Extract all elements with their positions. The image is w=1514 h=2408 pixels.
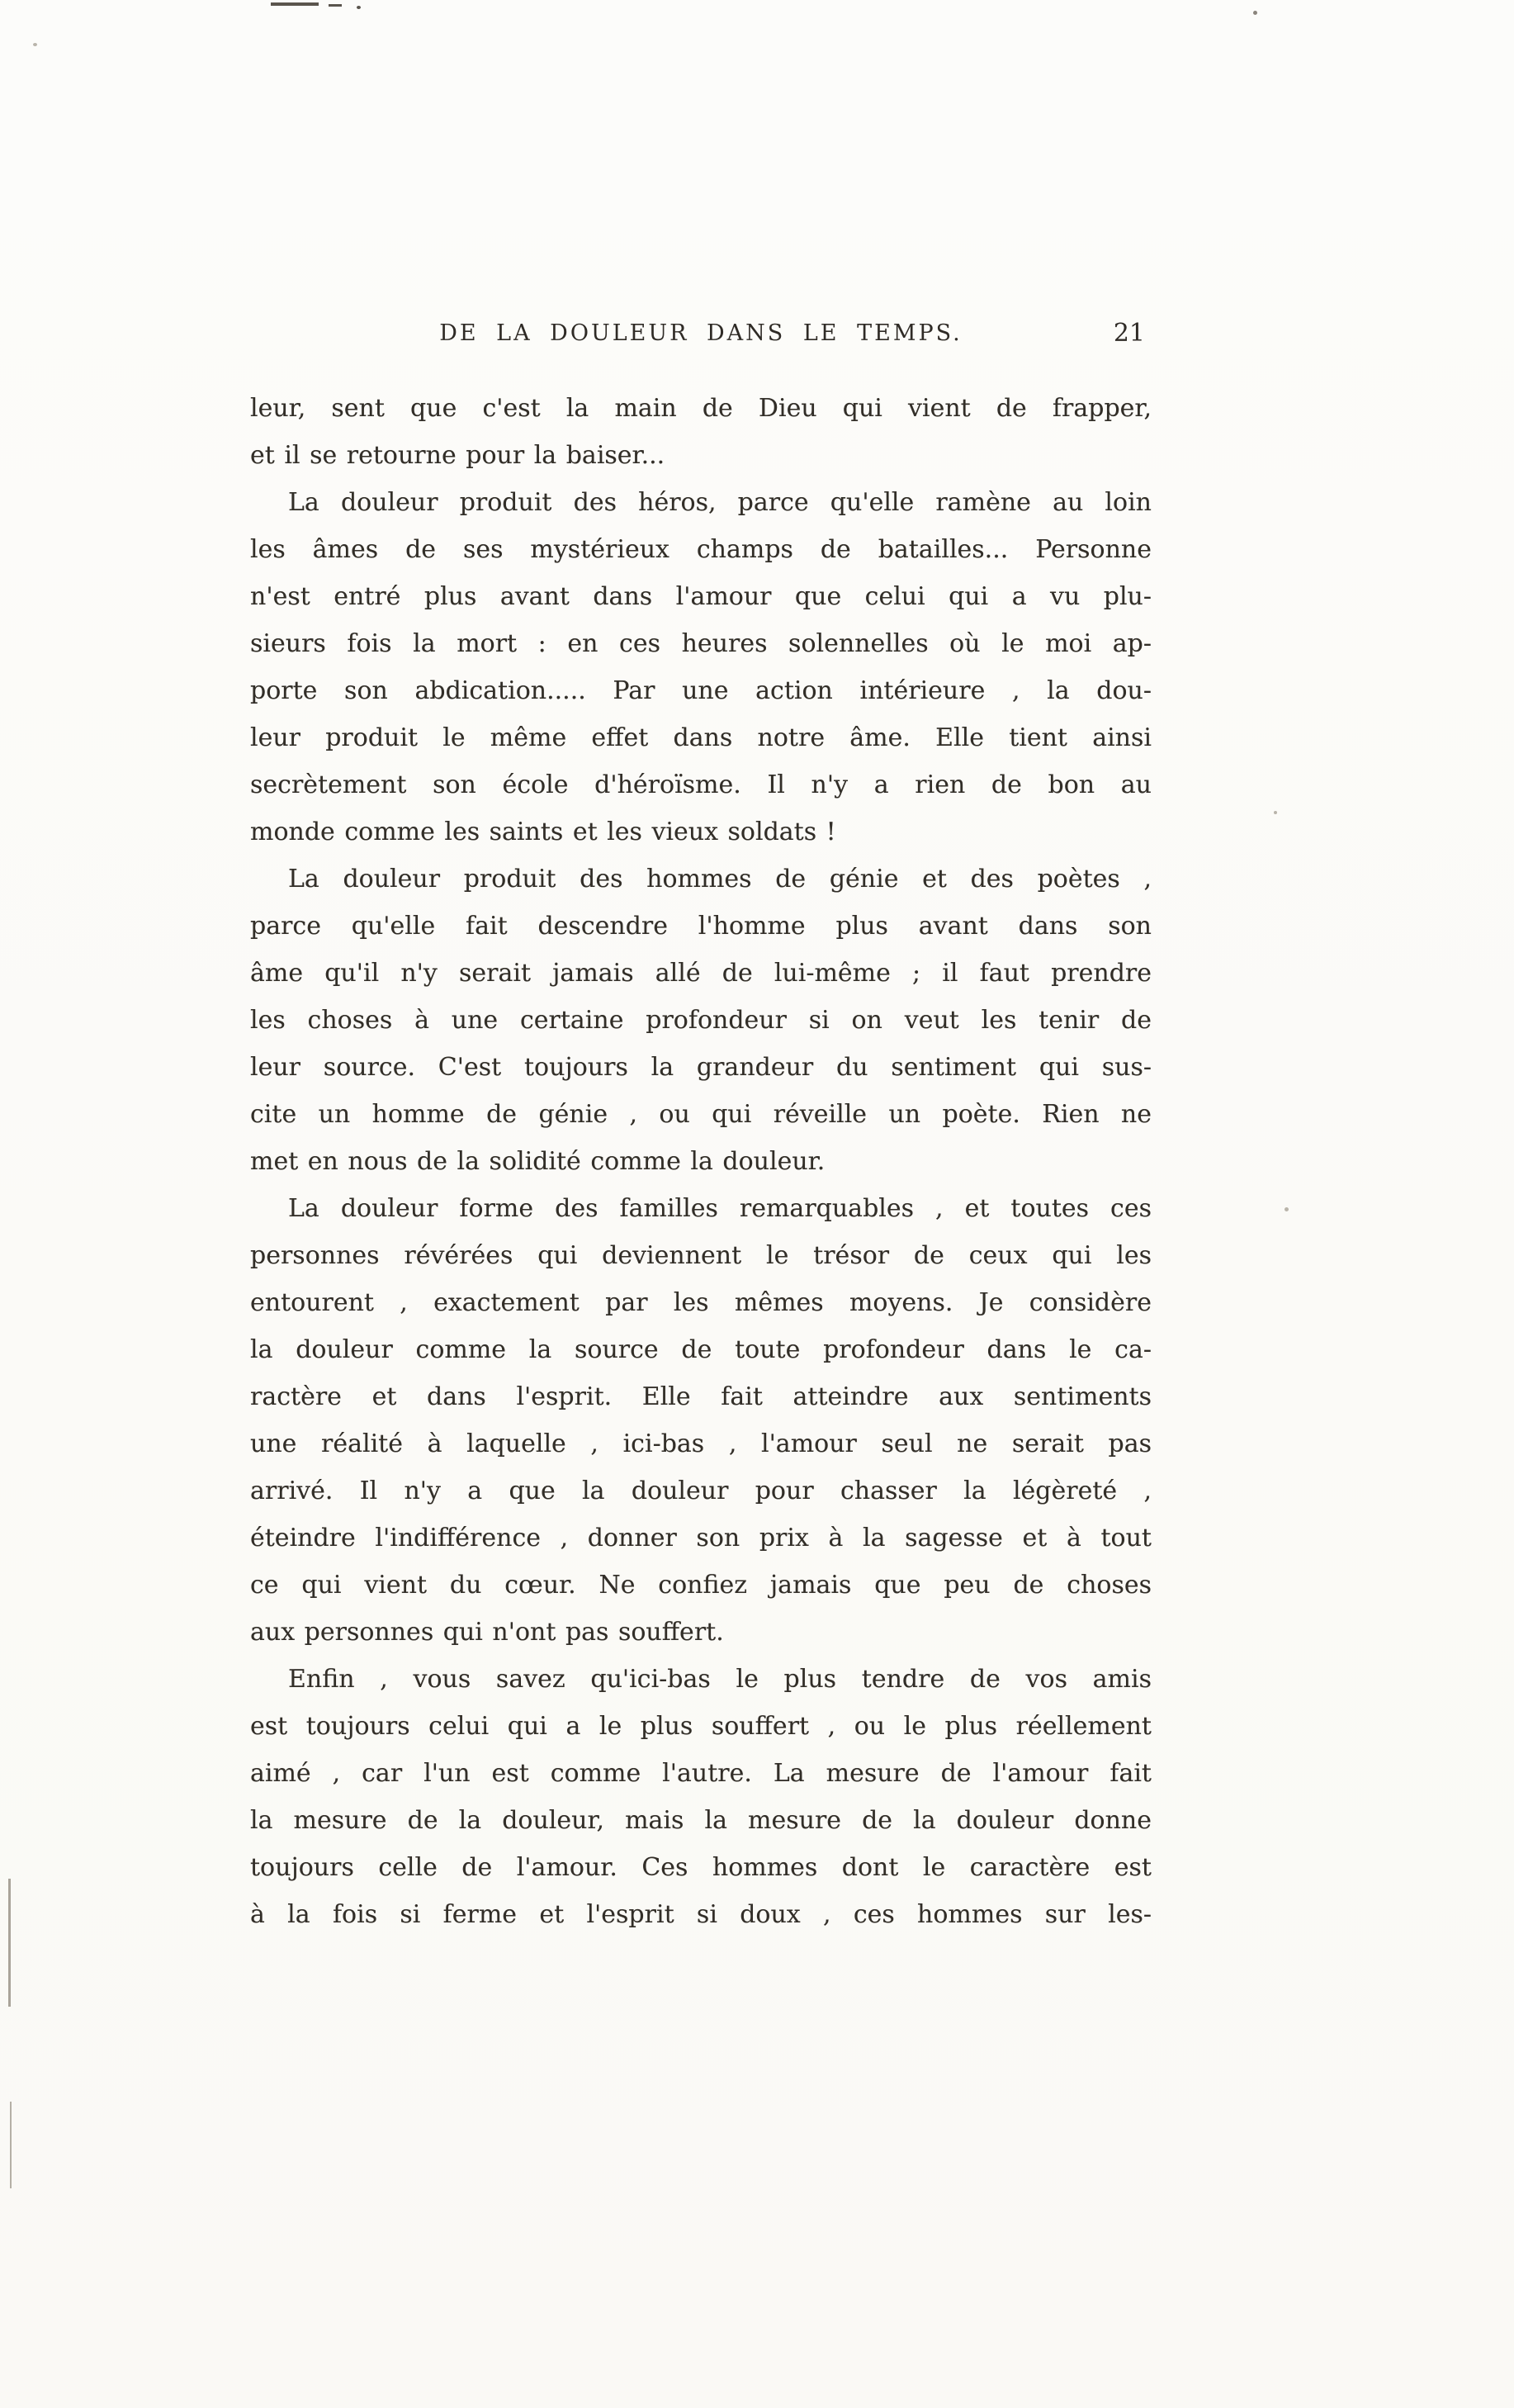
- text-line: arrivé. Il n'y a que la douleur pour chasser la légèreté ,: [250, 1477, 1152, 1505]
- text-line: et il se retourne pour la baiser...: [250, 441, 665, 470]
- text-line: toujours celle de l'amour. Ces hommes dont le caractère est: [250, 1853, 1152, 1882]
- text-line: met en nous de la solidité comme la douleur.: [250, 1147, 826, 1176]
- text-line: éteindre l'indifférence , donner son prix à la sagesse et à tout: [250, 1524, 1152, 1552]
- text-line: Enfin , vous savez qu'ici-bas le plus tendre de vos amis: [288, 1665, 1152, 1694]
- scan-artifact-dash: [271, 2, 319, 6]
- text-line: La douleur produit des hommes de génie et des poètes ,: [288, 865, 1152, 894]
- text-line: La douleur produit des héros, parce qu'elle ramène au loin: [288, 488, 1152, 517]
- page-header: [250, 320, 1152, 353]
- text-line: leur produit le même effet dans notre âme. Elle tient ainsi: [250, 723, 1152, 752]
- text-line: aux personnes qui n'ont pas souffert.: [250, 1618, 724, 1647]
- text-line: La douleur forme des familles remarquables , et toutes ces: [288, 1194, 1152, 1223]
- scan-artifact-speck: [1274, 811, 1277, 814]
- running-title: DE LA DOULEUR DANS LE TEMPS.: [439, 320, 963, 346]
- text-line: âme qu'il n'y serait jamais allé de lui-même ; il faut prendre: [250, 959, 1152, 988]
- text-line: est toujours celui qui a le plus souffert , ou le plus réellement: [250, 1712, 1152, 1741]
- text-line: porte son abdication..... Par une action intérieure , la dou-: [250, 676, 1152, 705]
- text-line: à la fois si ferme et l'esprit si doux , ces hommes sur les-: [250, 1900, 1152, 1929]
- text-line: entourent , exactement par les mêmes moyens. Je considère: [250, 1288, 1152, 1317]
- scan-artifact-dot: [1253, 11, 1257, 15]
- scan-artifact-dash: [329, 4, 342, 7]
- text-line: secrètement son école d'héroïsme. Il n'y a rien de bon au: [250, 770, 1152, 799]
- text-line: les âmes de ses mystérieux champs de batailles... Personne: [250, 535, 1152, 564]
- scan-artifact-speck: [33, 43, 37, 46]
- scan-artifact-edge-line: [10, 2102, 12, 2188]
- text-line: aimé , car l'un est comme l'autre. La mesure de l'amour fait: [250, 1759, 1152, 1788]
- text-line: personnes révérées qui deviennent le trésor de ceux qui les: [250, 1241, 1152, 1270]
- text-line: monde comme les saints et les vieux soldats !: [250, 818, 836, 846]
- scan-artifact-speck: [1285, 1207, 1289, 1211]
- page-number: 21: [1113, 319, 1145, 348]
- text-line: leur source. C'est toujours la grandeur du sentiment qui sus-: [250, 1053, 1152, 1082]
- text-line: la mesure de la douleur, mais la mesure de la douleur donne: [250, 1806, 1152, 1835]
- text-line: les choses à une certaine profondeur si on veut les tenir de: [250, 1006, 1152, 1035]
- text-line: ractère et dans l'esprit. Elle fait atteindre aux sentiments: [250, 1382, 1152, 1411]
- text-line: leur, sent que c'est la main de Dieu qui vient de frapper,: [250, 394, 1152, 423]
- text-line: cite un homme de génie , ou qui réveille un poète. Rien ne: [250, 1100, 1152, 1129]
- text-line: sieurs fois la mort : en ces heures solennelles où le moi ap-: [250, 629, 1152, 658]
- scan-artifact-dot: [357, 6, 361, 9]
- text-line: ce qui vient du cœur. Ne confiez jamais que peu de choses: [250, 1571, 1152, 1600]
- text-line: n'est entré plus avant dans l'amour que celui qui a vu plu-: [250, 582, 1152, 611]
- text-line: parce qu'elle fait descendre l'homme plus avant dans son: [250, 912, 1152, 941]
- scan-artifact-edge-line: [8, 1879, 11, 2007]
- text-line: une réalité à laquelle , ici-bas , l'amour seul ne serait pas: [250, 1429, 1152, 1458]
- page-body: [250, 385, 1152, 1938]
- text-line: la douleur comme la source de toute profondeur dans le ca-: [250, 1335, 1152, 1364]
